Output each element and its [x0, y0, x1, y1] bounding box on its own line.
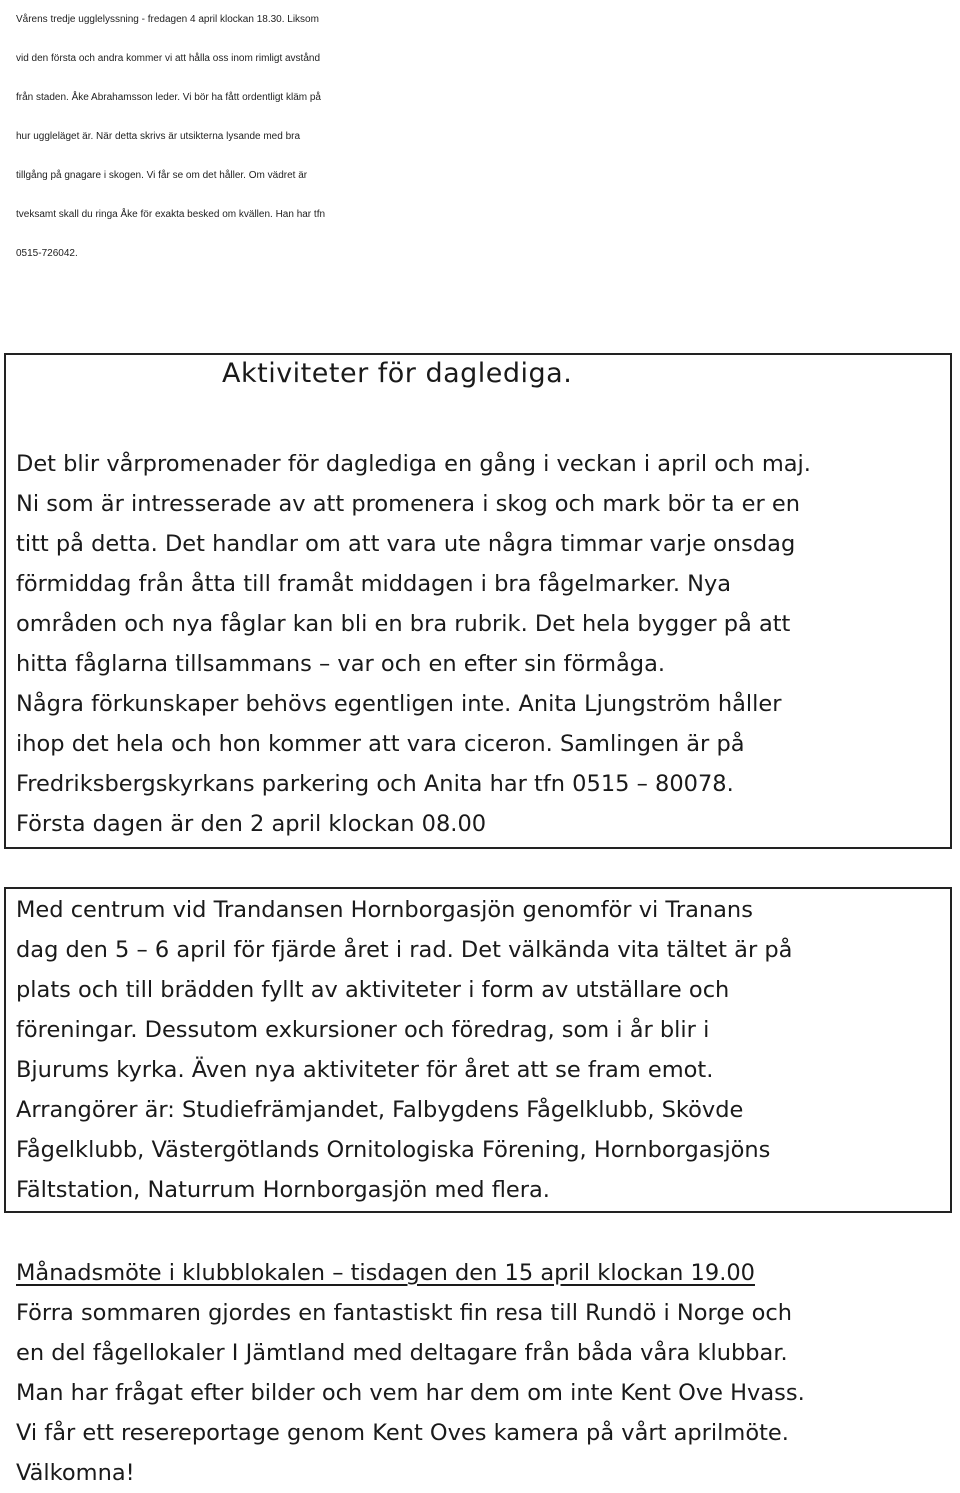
tranans-dag-paragraph [16, 890, 792, 1210]
text-line: Ni som är intresserade av att promenera i skog och mark bör ta er en [16, 491, 801, 517]
text-line: Några förkunskaper behövs egentligen inte. Anita Ljungström håller [16, 691, 782, 717]
text-line: en del fågellokaler I Jämtland med deltagare från båda våra klubbar. [16, 1340, 788, 1366]
text-line: dag den 5 – 6 april för fjärde året i rad. Det välkända vita tältet är på [16, 937, 793, 963]
text-line: Arrangörer är: Studiefrämjandet, Falbygdens Fågelklubb, Skövde [16, 1097, 744, 1123]
manadsmote-heading: Månadsmöte i klubblokalen – tisdagen den 15 april klockan 19.00 [16, 1260, 755, 1286]
text-line: Man har frågat efter bilder och vem har dem om inte Kent Ove Hvass. [16, 1380, 805, 1406]
text-line: Det blir vårpromenader för daglediga en gång i veckan i april och maj. [16, 451, 811, 477]
intro-paragraph [16, 0, 952, 273]
text-line: Fågelklubb, Västergötlands Ornitologiska Förening, Hornborgasjöns [16, 1137, 771, 1163]
text-line: ihop det hela och hon kommer att vara ciceron. Samlingen är på [16, 731, 745, 757]
text-line: Med centrum vid Trandansen Hornborgasjön genomför vi Tranans [16, 897, 753, 923]
text-line: titt på detta. Det handlar om att vara ute några timmar varje onsdag [16, 531, 796, 557]
text-line: områden och nya fåglar kan bli en bra rubrik. Det hela bygger på att [16, 611, 791, 637]
manadsmote-section [16, 1253, 805, 1493]
text-line: hitta fåglarna tillsammans – var och en efter sin förmåga. [16, 651, 666, 677]
text-line: Första dagen är den 2 april klockan 08.00 [16, 811, 487, 837]
text-line: förmiddag från åtta till framåt middagen i bra fågelmarker. Nya [16, 571, 732, 597]
text-line: Bjurums kyrka. Även nya aktiviteter för året att se fram emot. [16, 1057, 714, 1083]
text-line: föreningar. Dessutom exkursioner och föredrag, som i år blir i [16, 1017, 710, 1043]
text-line: från staden. Åke Abrahamsson leder. Vi bör ha fått ordentligt kläm på [16, 92, 321, 103]
text-line: tillgång på gnagare i skogen. Vi får se om det håller. Om vädret är [16, 170, 308, 181]
text-line: 0515-726042. [16, 248, 78, 259]
text-line: Vi får ett resereportage genom Kent Oves kamera på vårt aprilmöte. [16, 1420, 789, 1446]
text-line: Vårens tredje ugglelyssning - fredagen 4 april klockan 18.30. Liksom [16, 14, 319, 25]
dagledig-heading: Aktiviteter för daglediga. [222, 358, 573, 389]
text-line: hur uggleläget är. När detta skrivs är utsikterna lysande med bra [16, 131, 301, 142]
text-line: Fredriksbergskyrkans parkering och Anita har tfn 0515 – 80078. [16, 771, 734, 797]
text-line: Förra sommaren gjordes en fantastiskt fin resa till Rundö i Norge och [16, 1300, 793, 1326]
text-line: plats och till brädden fyllt av aktiviteter i form av utställare och [16, 977, 730, 1003]
dagledig-paragraph [16, 444, 811, 844]
text-line: Fältstation, Naturrum Hornborgasjön med flera. [16, 1177, 550, 1203]
text-line: tveksamt skall du ringa Åke för exakta besked om kvällen. Han har tfn [16, 209, 326, 220]
text-line: Välkomna! [16, 1460, 135, 1486]
text-line: vid den första och andra kommer vi att hålla oss inom rimligt avstånd [16, 53, 321, 64]
